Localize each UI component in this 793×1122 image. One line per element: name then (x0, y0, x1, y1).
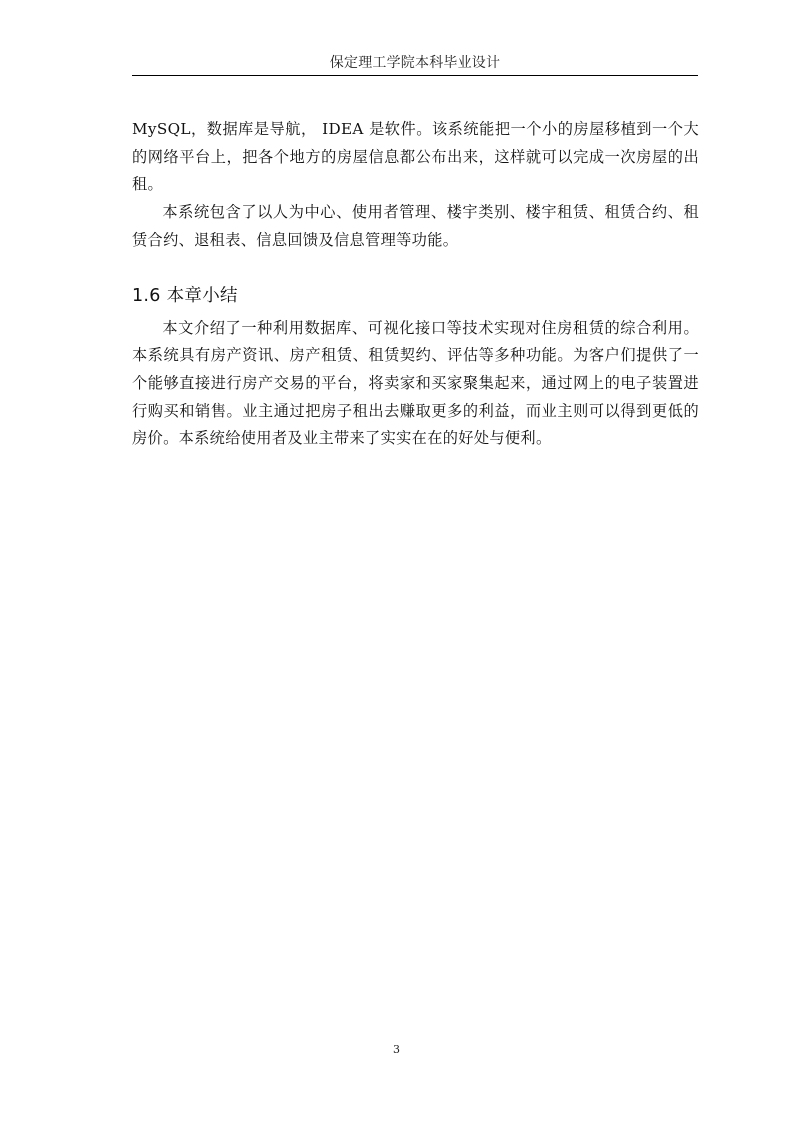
page-content (132, 116, 699, 453)
section-heading-chapter-summary: 1.6 本章小结 (132, 285, 238, 306)
paragraph-system-platform: MySQL，数据库是导航， IDEA 是软件。该系统能把一个小的房屋移植到一个大的网络平台上，把各个地方的房屋信息都公布出来，这样就可以完成一次房屋的出租。 (132, 120, 699, 194)
running-header: 保定理工学院本科毕业设计 (329, 55, 501, 71)
paragraph-chapter-summary: 本文介绍了一种利用数据库、可视化接口等技术实现对住房租赁的综合利用。本系统具有房产资讯、房产租赁、租赁契约、评估等多种功能。为客户们提供了一个能够直接进行房产交易的平台，将卖家和买家聚集起来，通过网上的电子装置进行购买和销售。业主通过把房子租出去赚取更多的利益，而业主则可以得到更低的房价。本系统给使用者及业主带来了实实在在的好处与便利。 (132, 318, 699, 448)
page-number: 3 (393, 1043, 400, 1056)
header-divider (132, 75, 698, 76)
paragraph-system-functions: 本系统包含了以人为中心、使用者管理、楼宇类别、楼宇租赁、租赁合约、租赁合约、退租表、信息回馈及信息管理等功能。 (132, 203, 699, 249)
